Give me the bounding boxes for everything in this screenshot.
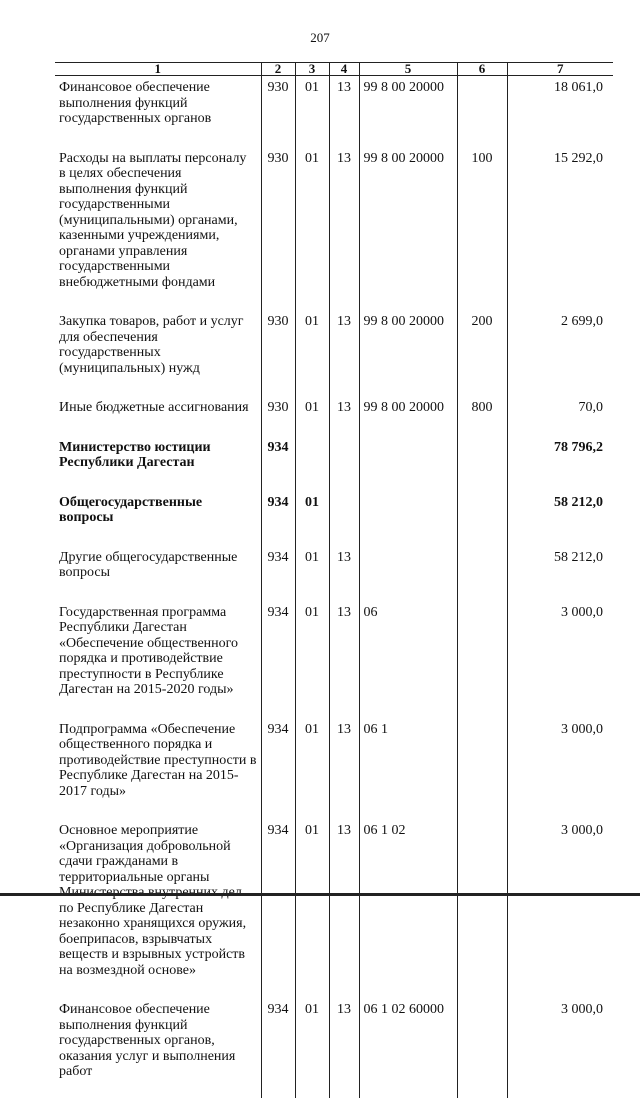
cell-amount: 78 796,2: [507, 434, 613, 489]
cell-section: 01: [295, 817, 329, 996]
cell-amount: 70,0: [507, 394, 613, 434]
cell-amount: 2 699,0: [507, 308, 613, 394]
cell-admin-code: 934: [261, 716, 295, 818]
cell-section: 01: [295, 544, 329, 599]
cell-target-item: 06: [359, 599, 457, 716]
cell-amount: 58 212,0: [507, 489, 613, 544]
cell-subsection: 13: [329, 599, 359, 716]
cell-subsection: 13: [329, 716, 359, 818]
cell-subsection: 13: [329, 996, 359, 1098]
col-header-5: 5: [359, 63, 457, 76]
table-row: [55, 996, 613, 1098]
cell-amount: 3 000,0: [507, 996, 613, 1098]
cell-expense-type: [457, 599, 507, 716]
cell-target-item: 99 8 00 20000: [359, 76, 457, 145]
cell-target-item: 99 8 00 20000: [359, 308, 457, 394]
table-row: [55, 489, 613, 544]
cell-expense-type: 200: [457, 308, 507, 394]
cell-name: Общегосударственные вопросы: [59, 494, 203, 525]
cell-name: Финансовое обеспечение выполнения функций государственных органов, оказания услуг и выполнения работ: [59, 1002, 236, 1079]
cell-section: 01: [295, 76, 329, 145]
table-row: [55, 599, 613, 716]
cell-expense-type: 100: [457, 145, 507, 309]
cell-target-item: 06 1 02 60000: [359, 996, 457, 1098]
col-header-6: 6: [457, 63, 507, 76]
table-row: [55, 394, 613, 434]
bottom-scan-border: [0, 893, 640, 896]
cell-amount: 3 000,0: [507, 716, 613, 818]
page-number: 207: [310, 30, 330, 45]
cell-admin-code: 934: [261, 599, 295, 716]
cell-amount: 18 061,0: [507, 76, 613, 145]
cell-name: Подпрограмма «Обеспечение общественного порядка и противодействие преступности в Республике Дагестан на 2015-2017 годы»: [59, 721, 257, 799]
cell-target-item: 99 8 00 20000: [359, 394, 457, 434]
table-row: [55, 817, 613, 996]
cell-name: Финансовое обеспечение выполнения функций государственных органов: [59, 80, 212, 126]
cell-section: 01: [295, 489, 329, 544]
table-row: [55, 434, 613, 489]
table-row: [55, 544, 613, 599]
cell-section: 01: [295, 308, 329, 394]
cell-expense-type: [457, 817, 507, 996]
cell-amount: 3 000,0: [507, 817, 613, 996]
cell-section: 01: [295, 145, 329, 309]
cell-name: Основное мероприятие «Организация добровольной сдачи гражданами в территориальные органы по Республике Дагестан незаконно хранящихся оружия, боеприпасов, взрывчатых веществ и взрывных устройств на возмездной основе»: [59, 823, 247, 978]
cell-expense-type: [457, 716, 507, 818]
cell-expense-type: [457, 434, 507, 489]
table-row: [55, 76, 613, 145]
cell-expense-type: [457, 544, 507, 599]
cell-name: Государственная программа Республики Дагестан «Обеспечение общественного порядка и противодействие преступности в Республике Дагестан на 2015-2020 годы»: [59, 604, 239, 697]
cell-subsection: 13: [329, 544, 359, 599]
col-header-3: 3: [295, 63, 329, 76]
cell-expense-type: [457, 489, 507, 544]
cell-subsection: [329, 489, 359, 544]
cell-admin-code: 930: [261, 394, 295, 434]
cell-section: 01: [295, 599, 329, 716]
cell-admin-code: 930: [261, 308, 295, 394]
cell-name: Закупка товаров, работ и услуг для обеспечения государственных (муниципальных) нужд: [59, 314, 244, 376]
cell-subsection: 13: [329, 817, 359, 996]
cell-admin-code: 934: [261, 817, 295, 996]
cell-name: Иные бюджетные ассигнования: [59, 400, 249, 415]
cell-admin-code: 934: [261, 489, 295, 544]
table-row: [55, 716, 613, 818]
cell-subsection: 13: [329, 394, 359, 434]
cell-subsection: 13: [329, 76, 359, 145]
cell-expense-type: [457, 996, 507, 1098]
cell-section: 01: [295, 716, 329, 818]
cell-admin-code: 934: [261, 996, 295, 1098]
col-header-4: 4: [329, 63, 359, 76]
cell-admin-code: 930: [261, 145, 295, 309]
cell-target-item: [359, 489, 457, 544]
cell-amount: 3 000,0: [507, 599, 613, 716]
cell-subsection: 13: [329, 145, 359, 309]
cell-target-item: 06 1 02: [359, 817, 457, 996]
cell-target-item: [359, 544, 457, 599]
col-header-1: 1: [55, 63, 261, 76]
cell-expense-type: 800: [457, 394, 507, 434]
cell-subsection: [329, 434, 359, 489]
cell-expense-type: [457, 76, 507, 145]
table-row: [55, 145, 613, 309]
budget-table: [55, 62, 613, 1098]
cell-section: 01: [295, 996, 329, 1098]
cell-amount: 58 212,0: [507, 544, 613, 599]
table-row: [55, 308, 613, 394]
cell-section: [295, 434, 329, 489]
cell-name: Другие общегосударственные вопросы: [59, 549, 238, 580]
cell-section: 01: [295, 394, 329, 434]
cell-subsection: 13: [329, 308, 359, 394]
cell-amount: 15 292,0: [507, 145, 613, 309]
cell-admin-code: 930: [261, 76, 295, 145]
table-header-row: [55, 63, 613, 76]
col-header-2: 2: [261, 63, 295, 76]
cell-admin-code: 934: [261, 544, 295, 599]
col-header-7: 7: [507, 63, 613, 76]
cell-target-item: [359, 434, 457, 489]
cell-name: Министерство юстиции Республики Дагестан: [59, 439, 211, 470]
cell-name: Расходы на выплаты персоналу в целях обеспечения выполнения функций государственными (муниципальными) органами, казенными учреждениями, органами управления государственными внебюджетными фондами: [59, 150, 247, 290]
cell-target-item: 06 1: [359, 716, 457, 818]
cell-admin-code: 934: [261, 434, 295, 489]
cell-target-item: 99 8 00 20000: [359, 145, 457, 309]
